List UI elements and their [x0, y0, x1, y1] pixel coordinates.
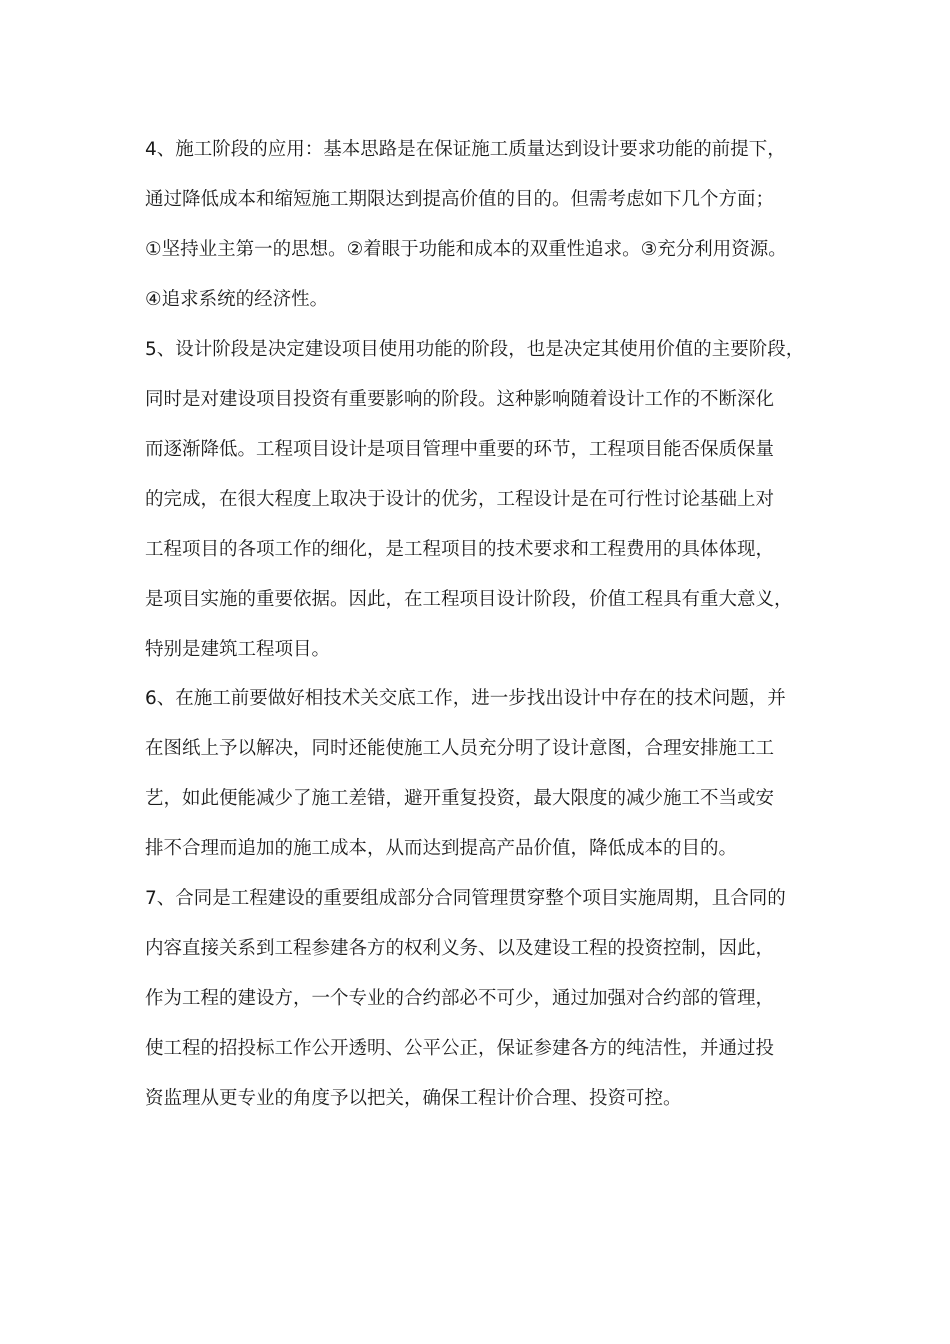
text-line: 而逐渐降低。工程项目设计是项目管理中重要的环节，工程项目能否保质保量 [145, 439, 775, 460]
text-line: 5、设计阶段是决定建设项目使用功能的阶段，也是决定其使用价值的主要阶段， [145, 339, 805, 360]
text-line: 在图纸上予以解决，同时还能使施工人员充分明了设计意图，合理安排施工工 [145, 738, 775, 759]
text-line: 内容直接关系到工程参建各方的权利义务、以及建设工程的投资控制，因此， [145, 938, 775, 959]
text-line: 是项目实施的重要依据。因此，在工程项目设计阶段，价值工程具有重大意义， [145, 589, 793, 610]
text-line: 使工程的招投标工作公开透明、公平公正，保证参建各方的纯洁性，并通过投 [145, 1038, 775, 1059]
text-line: 资监理从更专业的角度予以把关，确保工程计价合理、投资可控。 [145, 1088, 682, 1109]
text-line: 通过降低成本和缩短施工期限达到提高价值的目的。但需考虑如下几个方面； [145, 189, 775, 210]
text-line: 排不合理而追加的施工成本，从而达到提高产品价值，降低成本的目的。 [145, 838, 738, 859]
text-line: 特别是建筑工程项目。 [145, 639, 331, 660]
text-line: 4、施工阶段的应用：基本思路是在保证施工质量达到设计要求功能的前提下， [145, 139, 786, 160]
text-line: ④追求系统的经济性。 [145, 289, 329, 310]
text-line: ①坚持业主第一的思想。②着眼于功能和成本的双重性追求。③充分利用资源。 [145, 239, 787, 260]
text-line: 同时是对建设项目投资有重要影响的阶段。这种影响随着设计工作的不断深化 [145, 389, 775, 410]
text-line: 6、在施工前要做好相技术关交底工作，进一步找出设计中存在的技术问题，并 [145, 688, 786, 709]
text-line: 工程项目的各项工作的细化，是工程项目的技术要求和工程费用的具体体现， [145, 539, 775, 560]
text-line: 7、合同是工程建设的重要组成部分合同管理贯穿整个项目实施周期，且合同的 [145, 888, 786, 909]
text-line: 艺，如此便能减少了施工差错，避开重复投资，最大限度的减少施工不当或安 [145, 788, 775, 809]
text-line: 作为工程的建设方，一个专业的合约部必不可少，通过加强对合约部的管理， [145, 988, 775, 1009]
text-line: 的完成，在很大程度上取决于设计的优劣，工程设计是在可行性讨论基础上对 [145, 489, 775, 510]
